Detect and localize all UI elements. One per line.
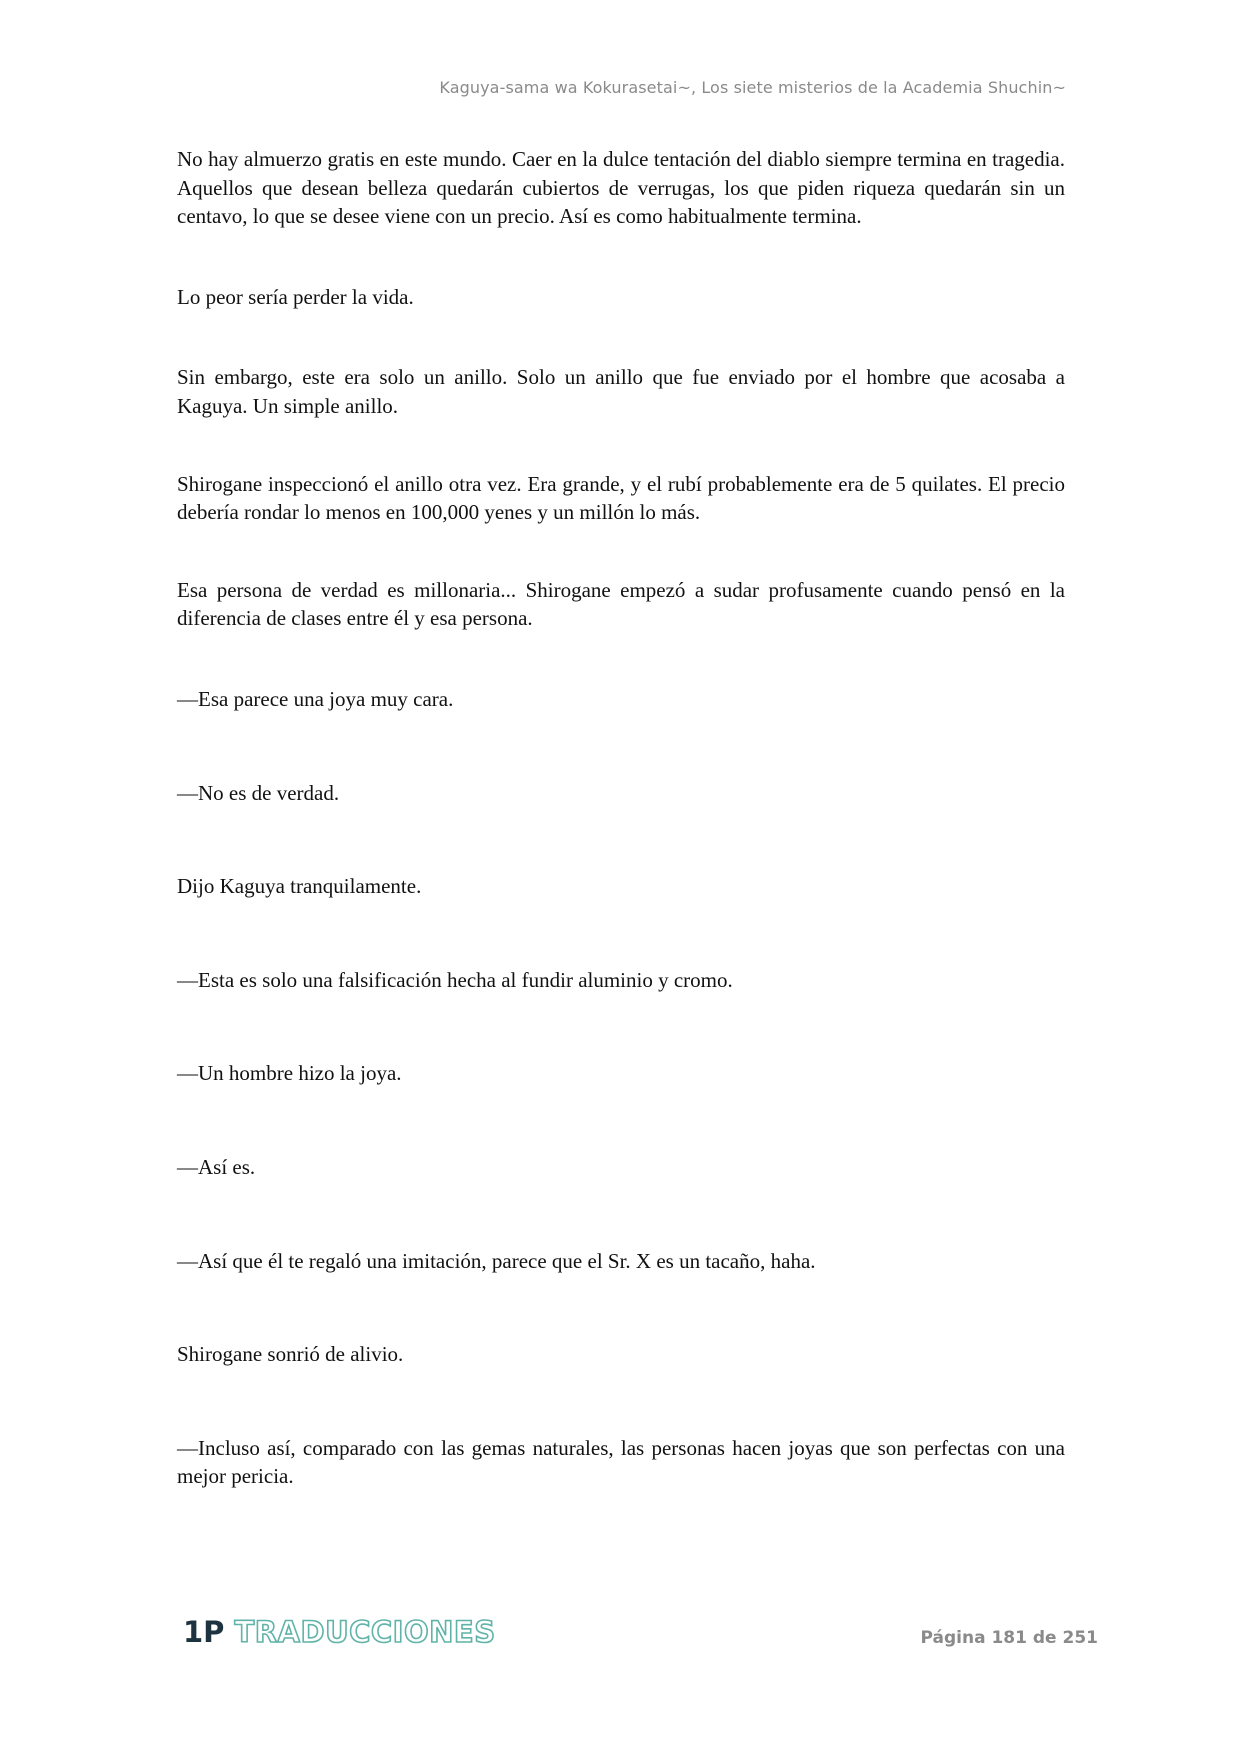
paragraph: Esa persona de verdad es millonaria... Shirogane empezó a sudar profusamente cuando pensó en la diferencia de clases entre él y esa persona.: [177, 577, 1065, 631]
paragraph: Shirogane sonrió de alivio.: [177, 1342, 404, 1367]
paragraph: Dijo Kaguya tranquilamente.: [177, 874, 422, 899]
paragraph: —Así que él te regaló una imitación, parece que el Sr. X es un tacaño, haha.: [177, 1248, 816, 1273]
paragraph: —Incluso así, comparado con las gemas naturales, las personas hacen joyas que son perfectas con una mejor pericia.: [177, 1435, 1065, 1489]
paragraph: —No es de verdad.: [177, 780, 340, 805]
paragraph: —Así es.: [177, 1154, 256, 1179]
paragraph: —Esa parece una joya muy cara.: [177, 686, 454, 711]
page-body: [177, 145, 1065, 1491]
paragraph: Lo peor sería perder la vida.: [177, 284, 414, 309]
paragraph: —Esta es solo una falsificación hecha al fundir aluminio y cromo.: [177, 967, 733, 992]
page-number: Página 181 de 251: [920, 1628, 1098, 1648]
running-header: Kaguya-sama wa Kokurasetai~, Los siete misterios de la Academia Shuchin~: [439, 78, 1066, 97]
paragraph: Shirogane inspeccionó el anillo otra vez. Era grande, y el rubí probablemente era de 5 quilates. El precio debería rondar lo menos en 100,000 yenes y un millón lo más.: [177, 471, 1065, 525]
paragraph: —Un hombre hizo la joya.: [177, 1061, 402, 1086]
logo-number: 1P: [183, 1615, 225, 1649]
translator-logo: [183, 1615, 496, 1649]
paragraph: Sin embargo, este era solo un anillo. Solo un anillo que fue enviado por el hombre que acosaba a Kaguya. Un simple anillo.: [177, 365, 1065, 418]
paragraph: No hay almuerzo gratis en este mundo. Caer en la dulce tentación del diablo siempre termina en tragedia. Aquellos que desean belleza quedarán cubiertos de verrugas, los que piden riqueza quedarán sin un centavo, lo que se desee viene con un precio. Así es como habitualmente termina.: [177, 147, 1065, 229]
logo-word: TRADUCCIONES: [234, 1615, 496, 1649]
